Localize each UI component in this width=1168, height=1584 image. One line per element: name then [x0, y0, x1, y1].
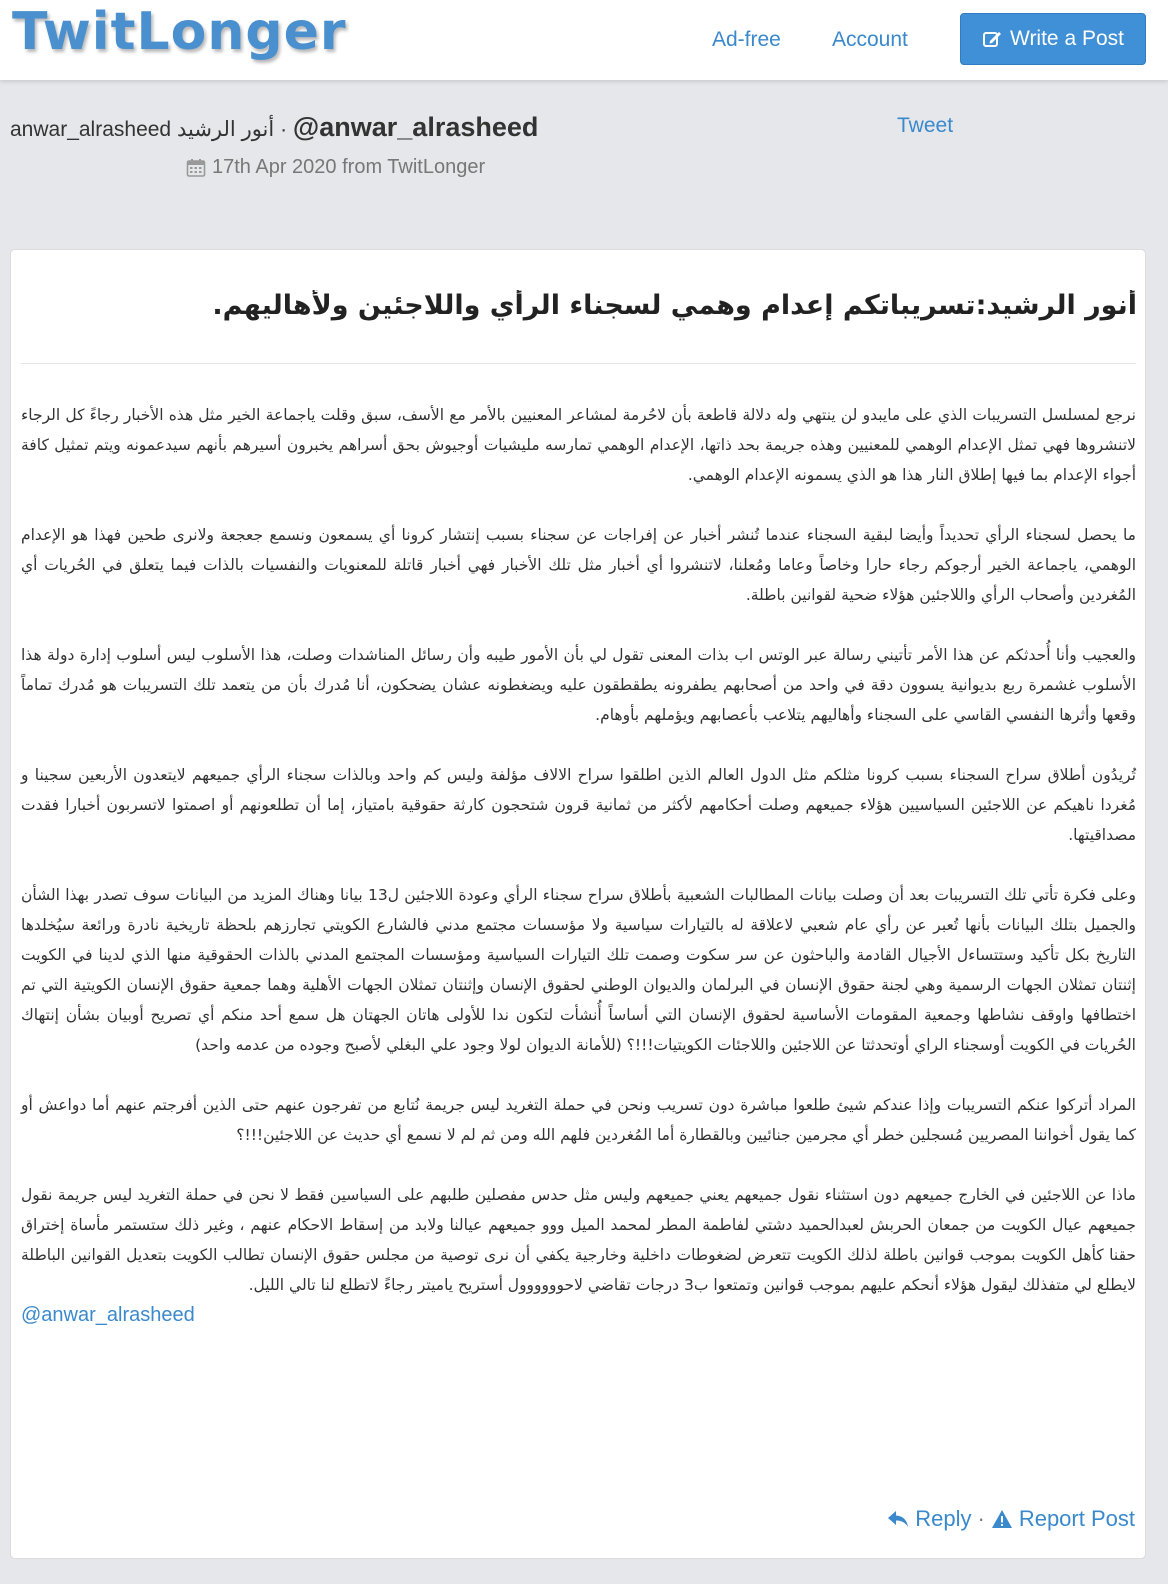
post-date-text: 17th Apr 2020 from TwitLonger	[212, 156, 486, 178]
author-display-name: أنور الرشيد	[176, 118, 275, 141]
reply-button[interactable]	[887, 1506, 971, 1532]
report-post-button[interactable]	[991, 1506, 1135, 1532]
author-handle: @anwar_alrasheed	[292, 112, 539, 142]
edit-icon	[982, 29, 1002, 49]
reply-label: Reply	[915, 1506, 972, 1531]
report-post-label: Report Post	[1018, 1506, 1135, 1531]
nav-adfree-link[interactable]: Ad-free	[712, 28, 781, 51]
post-actions	[887, 1506, 1135, 1532]
mention-link[interactable]: @anwar_alrasheed	[21, 1304, 195, 1326]
write-post-button[interactable]	[960, 13, 1146, 65]
twitlonger-logo[interactable]: TwitLonger	[12, 2, 347, 62]
top-navbar	[0, 0, 1168, 80]
post-card	[10, 249, 1146, 1559]
post-body	[21, 400, 1136, 1330]
post-paragraph: وعلى فكرة تأتي تلك التسريبات بعد أن وصلت بيانات المطالبات الشعبية بأطلاق سراح سجناء الرأي وعودة اللاجئين ل13 بيانا وهناك المزيد من البيانات سوف تصدر بهذا الشأن والجميل بتلك البيانات بأنها تُعبر عن رأي عام شعبي لاعلاقة له بالتيارات سياسية ولا مؤسسات مجتمع مدني فالشارع الكويتي تجارزهم بلحظة تاريخية نادرة ورائعة سيُخلدها التاريخ بكل تأكيد وستتساءل الأجيال القادمة والباحثون عن سر سكوت وصمت تلك التيارات السياسية ومؤسسات المجتمع المدني بالذات الحقوقية منها الذي لدينا في الكويت إثنتان تمثلان الجهات الرسمية وهي لجنة حقوق الإنسان في البرلمان والديوان الوطني لحقوق الإنسان وإثنتان تمثلان الجهات الأهلية وهما جمعية حقوق الإنسان الكويتية التي تم اختطافها واوقف نشاطها وجمعية المقومات الأساسية لحقوق الإنسان التي أساساً أُنشأت لتكون ندا للأولى هاتان الجهتان هل سمع أحد منكم أي تصريح أوبيان بشأن إنتهاك الحُريات في الكويت أوسجناء الراي أوتحدثتا عن اللاجئين واللاجئات الكويتيات!!!؟ (للأمانة الديوان لولا وجود علي البغلي لأصبح وجوده من عدمه واحد)	[21, 886, 1136, 1054]
warning-icon	[991, 1509, 1013, 1529]
actions-separator: ·	[977, 1506, 985, 1531]
post-paragraph: ما يحصل لسجناء الرأي تحديداً وأيضا لبقية السجناء عندما تُنشر أخبار عن إفراجات عن سجناء بسبب إنتشار كرونا أي يسمعون ونسمع جعجعة ولانرى طحين فهذا هو الإعدام الوهمي، ياجماعة الخير أرجوكم رجاء حارا وخاصاً وعاما ومُعلنا، لاتنشروا أي أخبار مثل تلك الأخبار فهي أخبار قاتلة للمعنويات والنفسيات بالذات فيما يتعلق في الحُريات أي المُغردين وأصحاب الرأي واللاجئين هؤلاء ضحية لقوانين باطلة.	[21, 526, 1136, 604]
post-paragraph: نرجع لمسلسل التسريبات الذي على مايبدو لن ينتهي وله دلالة قاطعة بأن لاحُرمة لمشاعر المعنيين بالأمر مع الأسف، سبق وقلت ياجماعة الخير مثل هذه الأخبار رجاءً كل الرجاء لاتنشروها فهي تمثل الإعدام الوهمي للمعنيين وهذه جريمة بحد ذاتها، الإعدام الوهمي تمارسه مليشيات أوجيوش بحق أسراهم يخبرون أسيرهم بأنهم سيدعمونه ويتم تمثيل كافة أجواء الإعدام بما فيها إطلاق النار هذا هو الذي يسمونه الإعدام الوهمي.	[21, 406, 1136, 484]
calendar-icon	[186, 158, 206, 178]
post-paragraph: والعجيب وأنا أُحدثكم عن هذا الأمر تأتيني رسالة عبر الوتس اب بذات المعنى تقول لي بأن الأمور طيبه وأن رسائل المناشدات وصلت، هذا الأسلوب ليس أسلوب إدارة دولة هذا الأسلوب غشمرة ربع بديوانية يسوون دقة في واحد من أصحابهم يطفرونه يطقطقون عليه ويضغطونه عشان يضحكون، أنا مُدرك بأن من يتعمد تلك التسريبات هو مُدرك تماماً وقعها وأثرها النفسي القاسي على السجناء وأهاليهم يتلاعب بأعصابهم ويؤملهم بأوهام.	[21, 646, 1136, 724]
tweet-link[interactable]: Tweet	[897, 114, 954, 137]
author-username: anwar_alrasheed	[10, 118, 172, 141]
post-paragraph: ماذا عن اللاجئين في الخارج جميعهم دون استثناء نقول جميعهم يعني جميعهم وليس مثل حدس مفصلين طلبهم على السياسين فقط لا نحن في حملة التغريد ليس جريمة نقول جميعهم عيال الكويت من جمعان الحربش لعبدالحميد دشتي لفاطمة المطر لمحمد الميل ووو جميعهم عيالنا ولابد من إسقاط الاحكام عنهم ، وغير ذلك ستستمر مأساة إختراق حقنا كأهل الكويت بموجب قوانين باطلة لذلك الكويت تتعرض لضغوطات داخلية وخارجية يكفي أن نرى توصية من مجلس حقوق الإنسان تطالب الكويت بتعديل القوانين الباطلة لايطلع لي متفذلك ليقول هؤلاء أنحكم عليهم بموجب قوانين وتمتعوا ب3 درجات تقاضي لاحوووووول أستريح ياميتر رجاءً لاتطلع لنا تالي الليل.	[21, 1186, 1136, 1294]
post-title: أنور الرشيد:تسريباتكم إعدام وهمي لسجناء الرأي واللاجئين ولأهاليهم.	[212, 290, 1137, 321]
title-divider	[21, 363, 1136, 364]
post-author	[10, 112, 538, 143]
post-mention	[21, 1300, 1136, 1330]
post-date	[186, 156, 485, 179]
post-paragraph: المراد أتركوا عنكم التسريبات وإذا عندكم شيئ طلعوا مباشرة دون تسريب ونحن في حملة التغريد ليس جريمة نُتابع من تفرجون عنهم حتى الذين أفرجتم عنهم أما دواعش أو كما يقول أخواننا المصريين مُسجلين خطر أي مجرمين جنائيين وبالقطارة أما المُغردين فلهم الله ومن ثم لم لا نسمع أي حديث عن اللاجئين!!!؟	[21, 1096, 1136, 1144]
nav-account-link[interactable]: Account	[832, 28, 908, 51]
reply-icon	[887, 1509, 909, 1529]
write-post-label: Write a Post	[1010, 27, 1124, 50]
post-paragraph: تُريدُون أطلاق سراح السجناء بسبب كرونا مثلكم مثل الدول العالم الذين اطلقوا سراح الالاف مؤلفة وليس كم واحد وبالذات سجناء الرأي جميعهم لايتعدون الأربعين سجينا و مُغردا ناهيكم عن اللاجئين السياسيين هؤلاء جميعهم وصلت أحكامهم لأكثر من ثمانية قرون شتحجون كارثة حقوقية بامتياز، إما أن تطلعونهم أو اصمتوا لاتسربون أخبارا فقدت مصداقيتها.	[21, 766, 1136, 844]
author-separator: ·	[280, 118, 288, 141]
